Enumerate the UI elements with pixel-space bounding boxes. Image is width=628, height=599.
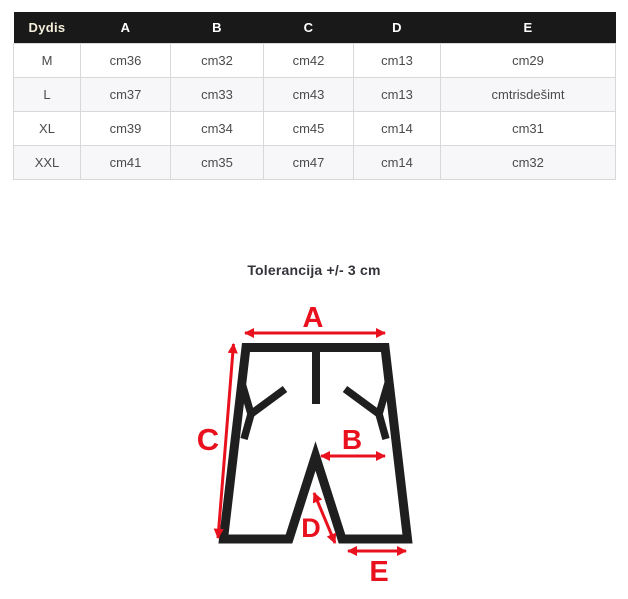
measure-cell: cm37 [81, 77, 171, 111]
tolerance-note: Tolerancija +/- 3 cm [247, 262, 381, 278]
measure-cell: cm43 [264, 77, 354, 111]
column-header-dydis: Dydis [14, 12, 81, 43]
measure-cell: cm13 [354, 43, 441, 77]
measure-cell: cm35 [171, 145, 264, 179]
column-header-d: D [354, 12, 441, 43]
column-header-b: B [171, 12, 264, 43]
dimension-label-d: D [301, 513, 321, 543]
measure-cell: cm39 [81, 111, 171, 145]
column-header-a: A [81, 12, 171, 43]
measure-cell: cmtrisdešimt [441, 77, 616, 111]
dimension-label-e: E [369, 556, 389, 588]
column-header-e: E [441, 12, 616, 43]
size-cell: M [14, 43, 81, 77]
measure-cell: cm31 [441, 111, 616, 145]
column-header-c: C [264, 12, 354, 43]
measure-cell: cm47 [264, 145, 354, 179]
measure-cell: cm45 [264, 111, 354, 145]
pocket-left [241, 380, 285, 439]
measure-cell: cm32 [171, 43, 264, 77]
measure-cell: cm41 [81, 145, 171, 179]
measure-cell: cm14 [354, 145, 441, 179]
dimension-label-c: C [196, 422, 220, 457]
measure-cell: cm32 [441, 145, 616, 179]
size-cell: L [14, 77, 81, 111]
measure-cell: cm13 [354, 77, 441, 111]
dimension-label-a: A [302, 302, 324, 334]
measure-cell: cm36 [81, 43, 171, 77]
size-cell: XL [14, 111, 81, 145]
measure-cell: cm14 [354, 111, 441, 145]
measure-cell: cm34 [171, 111, 264, 145]
measure-cell: cm33 [171, 77, 264, 111]
dimension-label-b: B [341, 424, 363, 455]
size-cell: XXL [14, 145, 81, 179]
measure-cell: cm42 [264, 43, 354, 77]
measure-cell: cm29 [441, 43, 616, 77]
